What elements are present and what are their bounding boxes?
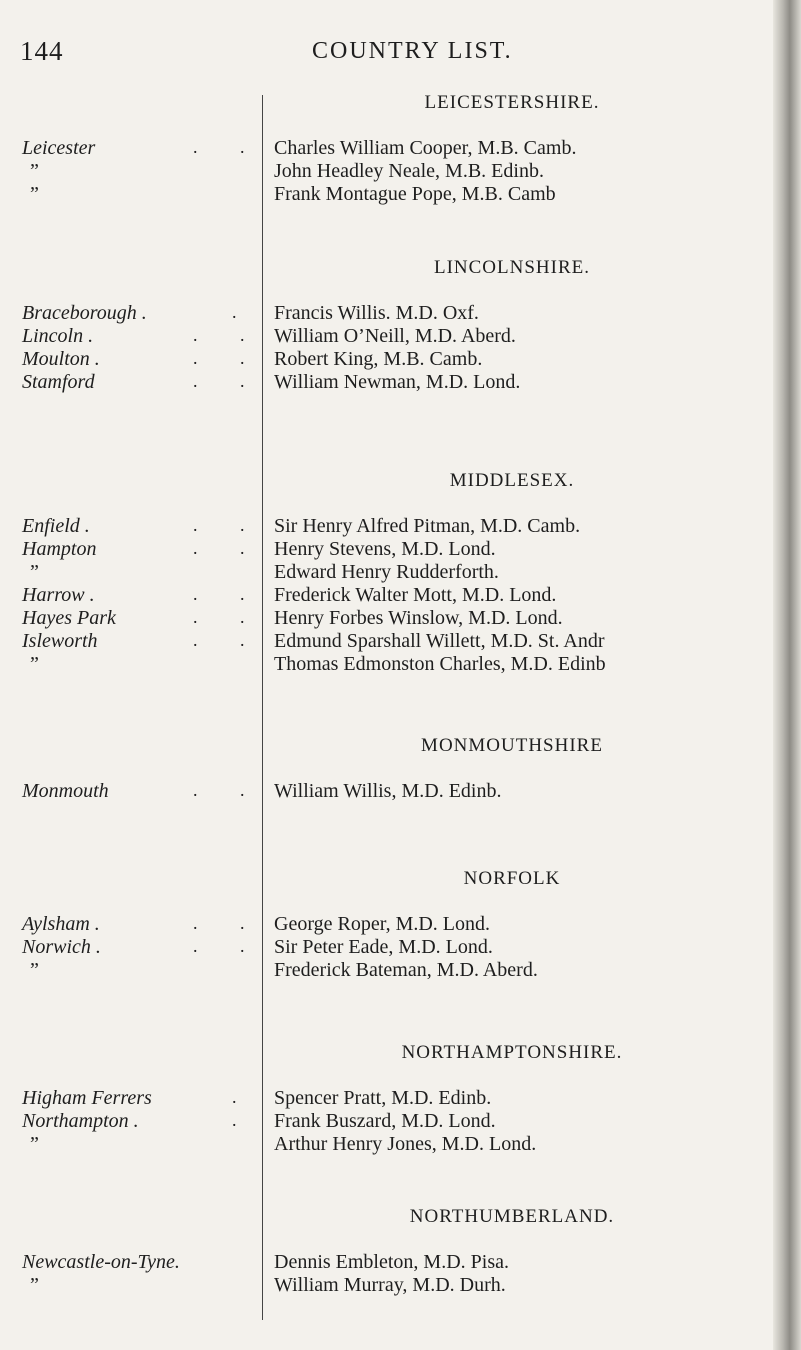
- place-name: Stamford: [22, 371, 95, 393]
- county-heading: NORTHAMPTONSHIRE.: [401, 1042, 623, 1063]
- practitioner-name: Frederick Bateman, M.D. Aberd.: [274, 959, 538, 981]
- practitioner-name: William O’Neill, M.D. Aberd.: [274, 325, 516, 347]
- place-name: Harrow .: [22, 584, 95, 606]
- list-item: [0, 1110, 790, 1133]
- place-name: Leicester: [22, 137, 96, 159]
- leader-dots: . .: [193, 913, 264, 933]
- practitioner-name: Frank Montague Pope, M.B. Camb: [274, 183, 556, 205]
- list-item: [0, 371, 790, 394]
- place-name: Moulton .: [22, 348, 100, 370]
- county-entries: [0, 302, 790, 394]
- place-name: Norwich .: [22, 936, 101, 958]
- county-heading: NORTHUMBERLAND.: [409, 1206, 615, 1227]
- practitioner-name: Frank Buszard, M.D. Lond.: [274, 1110, 496, 1132]
- leader-dots: . .: [193, 137, 264, 157]
- county-entries: [0, 913, 790, 982]
- list-item: [0, 1087, 790, 1110]
- list-item: [0, 325, 790, 348]
- practitioner-name: Edmund Sparshall Willett, M.D. St. Andr: [274, 630, 605, 652]
- place-name: ”: [30, 183, 39, 205]
- leader-dots: . .: [193, 630, 264, 650]
- place-name: Monmouth: [22, 780, 109, 802]
- leader-dots: .: [232, 302, 256, 322]
- leader-dots: .: [232, 1087, 256, 1107]
- list-item: [0, 137, 790, 160]
- practitioner-name: Dennis Embleton, M.D. Pisa.: [274, 1251, 509, 1273]
- place-name: Aylsham .: [22, 913, 100, 935]
- list-item: [0, 183, 790, 206]
- leader-dots: . .: [193, 607, 264, 627]
- place-name: Higham Ferrers: [22, 1087, 152, 1109]
- place-name: Hampton: [22, 538, 97, 560]
- practitioner-name: Frederick Walter Mott, M.D. Lond.: [274, 584, 557, 606]
- practitioner-name: Sir Peter Eade, M.D. Lond.: [274, 936, 493, 958]
- place-name: ”: [30, 1133, 39, 1155]
- county-entries: [0, 780, 790, 803]
- leader-dots: . .: [193, 348, 264, 368]
- place-name: ”: [30, 653, 39, 675]
- list-item: [0, 780, 790, 803]
- list-item: [0, 936, 790, 959]
- list-item: [0, 584, 790, 607]
- practitioner-name: Thomas Edmonston Charles, M.D. Edinb: [274, 653, 606, 675]
- leader-dots: . .: [193, 584, 264, 604]
- list-item: [0, 302, 790, 325]
- place-name: Enfield .: [22, 515, 90, 537]
- practitioner-name: William Murray, M.D. Durh.: [274, 1274, 506, 1296]
- list-item: [0, 630, 790, 653]
- county-heading: MIDDLESEX.: [449, 470, 575, 491]
- county-entries: [0, 515, 790, 676]
- list-item: [0, 1274, 790, 1297]
- practitioner-name: William Newman, M.D. Lond.: [274, 371, 521, 393]
- county-heading: LEICESTERSHIRE.: [424, 92, 600, 113]
- practitioner-name: Arthur Henry Jones, M.D. Lond.: [274, 1133, 537, 1155]
- leader-dots: . .: [193, 515, 264, 535]
- practitioner-name: William Willis, M.D. Edinb.: [274, 780, 502, 802]
- place-name: Lincoln .: [22, 325, 94, 347]
- place-name: Northampton .: [22, 1110, 139, 1132]
- practitioner-name: Francis Willis. M.D. Oxf.: [274, 302, 479, 324]
- practitioner-name: Edward Henry Rudderforth.: [274, 561, 499, 583]
- practitioner-name: George Roper, M.D. Lond.: [274, 913, 491, 935]
- county-heading: LINCOLNSHIRE.: [433, 257, 591, 278]
- leader-dots: . .: [193, 780, 264, 800]
- leader-dots: . .: [193, 936, 264, 956]
- place-name: ”: [30, 1274, 39, 1296]
- practitioner-name: Sir Henry Alfred Pitman, M.D. Camb.: [274, 515, 581, 537]
- place-name: ”: [30, 160, 39, 182]
- list-item: [0, 515, 790, 538]
- practitioner-name: Henry Forbes Winslow, M.D. Lond.: [274, 607, 563, 629]
- list-item: [0, 607, 790, 630]
- leader-dots: . .: [193, 371, 264, 391]
- running-head: COUNTRY LIST.: [312, 38, 513, 64]
- list-item: [0, 538, 790, 561]
- practitioner-name: Henry Stevens, M.D. Lond.: [274, 538, 496, 560]
- place-name: Isleworth: [22, 630, 98, 652]
- county-heading: MONMOUTHSHIRE: [421, 735, 603, 756]
- leader-dots: .: [232, 1110, 256, 1130]
- page-number: 144: [20, 36, 64, 66]
- list-item: [0, 1251, 790, 1274]
- practitioner-name: Robert King, M.B. Camb.: [274, 348, 483, 370]
- list-item: [0, 913, 790, 936]
- leader-dots: . .: [193, 538, 264, 558]
- list-item: [0, 653, 790, 676]
- practitioner-name: Spencer Pratt, M.D. Edinb.: [274, 1087, 492, 1109]
- list-item: [0, 160, 790, 183]
- place-name: Newcastle-on-Tyne.: [22, 1251, 180, 1273]
- list-item: [0, 561, 790, 584]
- practitioner-name: Charles William Cooper, M.B. Camb.: [274, 137, 577, 159]
- practitioner-name: John Headley Neale, M.B. Edinb.: [274, 160, 544, 182]
- list-item: [0, 1133, 790, 1156]
- county-entries: [0, 1087, 790, 1156]
- county-entries: [0, 137, 790, 206]
- place-name: Braceborough .: [22, 302, 147, 324]
- list-item: [0, 959, 790, 982]
- place-name: Hayes Park: [22, 607, 116, 629]
- county-heading: NORFOLK: [463, 868, 561, 889]
- list-item: [0, 348, 790, 371]
- leader-dots: . .: [193, 325, 264, 345]
- county-entries: [0, 1251, 790, 1297]
- place-name: ”: [30, 561, 39, 583]
- place-name: ”: [30, 959, 39, 981]
